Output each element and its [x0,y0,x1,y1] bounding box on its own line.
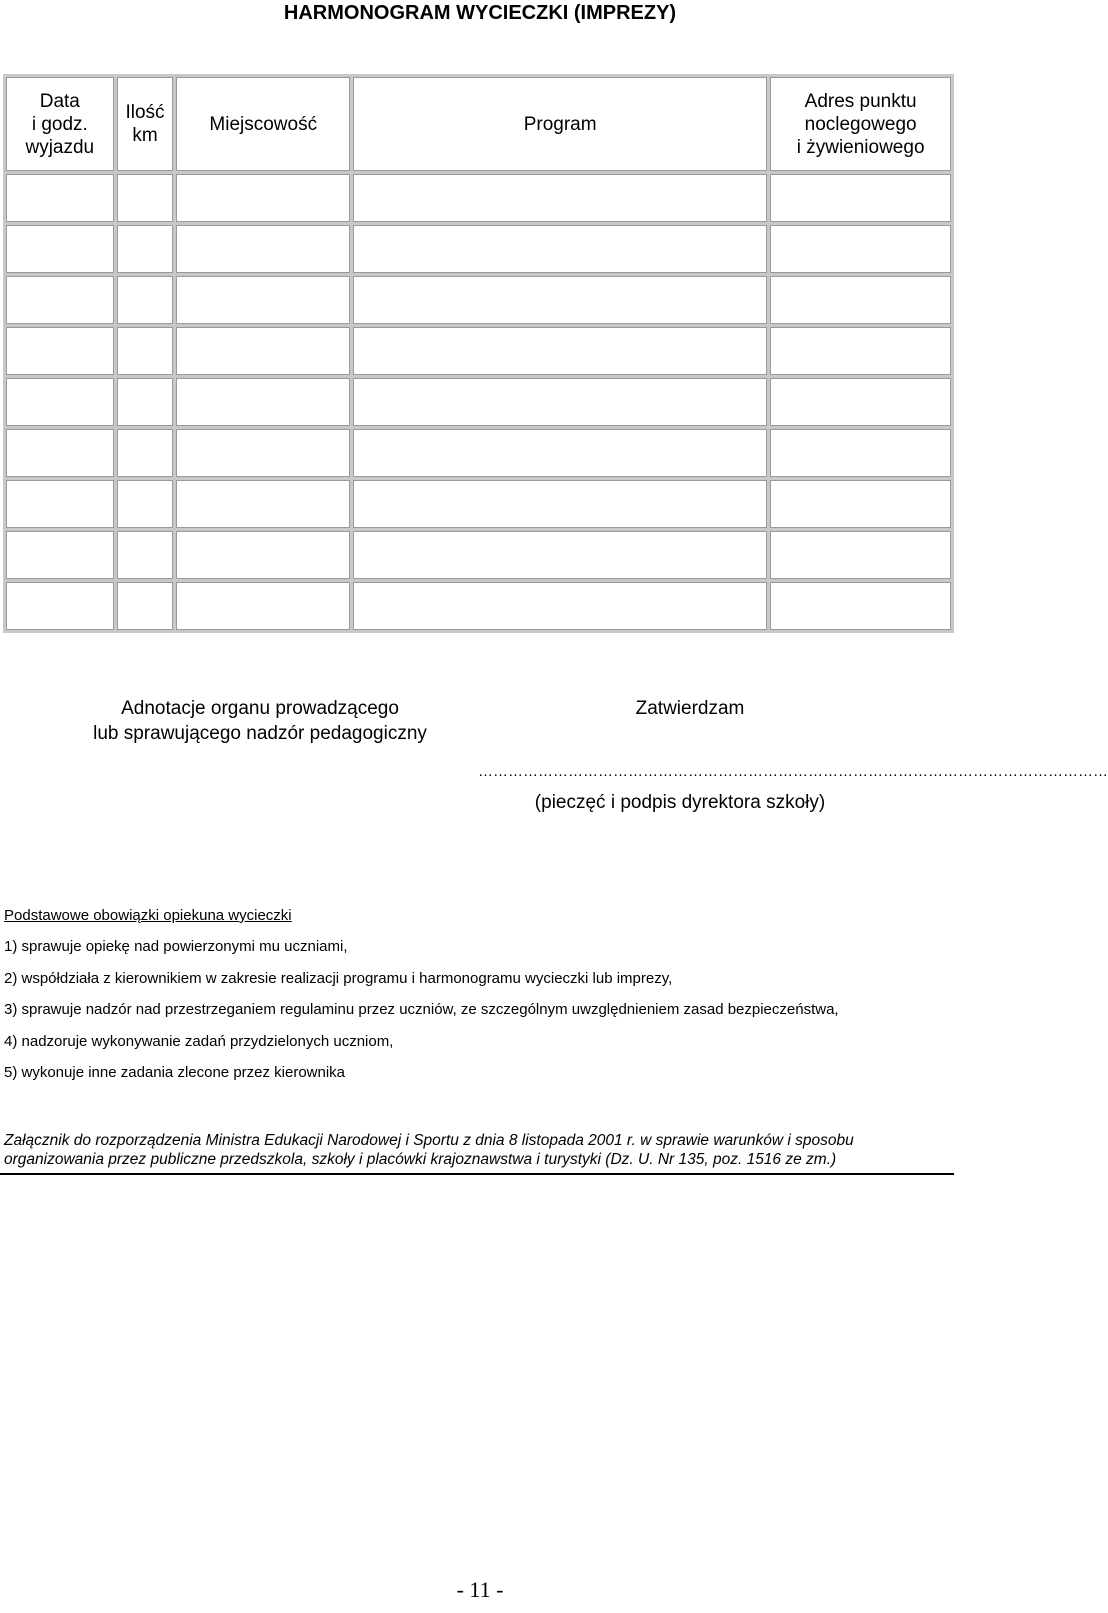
annotations-label: Adnotacje organu prowadzącego lub sprawującego nadzór pedagogiczny [93,698,427,744]
header-program: Program [353,77,767,171]
signature-caption: (pieczęć i podpis dyrektora szkoły) [534,792,826,813]
schedule-cell [117,429,174,477]
schedule-cell [770,378,951,426]
schedule-cell [770,582,951,630]
schedule-cell [176,378,350,426]
signature-line: ……………………………………………………………………………………………………………… [478,763,1108,780]
schedule-cell [6,327,114,375]
schedule-cell [6,480,114,528]
approve-label: Zatwierdzam [635,698,745,719]
schedule-cell [117,531,174,579]
schedule-cell [176,531,350,579]
schedule-cell [176,582,350,630]
schedule-cell [117,378,174,426]
schedule-cell [117,582,174,630]
schedule-cell [770,480,951,528]
schedule-row [6,531,951,579]
header-address: Adres punktu noclegowego i żywieniowego [770,77,951,171]
schedule-row [6,480,951,528]
schedule-cell [176,174,350,222]
legal-footnote: Załącznik do rozporządzenia Ministra Edukacji Narodowej i Sportu z dnia 8 listopada 2001 r. w sprawie warunków i sposobu organizowania przez publiczne przedszkola, szkoły i placówki krajoznawstwa i turystyki (Dz. U. Nr 135, poz. 1516 ze zm.) [4,1132,854,1168]
schedule-cell [6,531,114,579]
duty-item: 1) sprawuje opiekę nad powierzonymi mu uczniami, [4,938,348,955]
schedule-cell [353,225,767,273]
schedule-cell [176,429,350,477]
schedule-cell [6,429,114,477]
header-km: Ilość km [117,77,174,171]
schedule-cell [6,276,114,324]
duty-item: 5) wykonuje inne zadania zlecone przez kierownika [4,1064,346,1081]
schedule-cell [176,276,350,324]
schedule-row [6,174,951,222]
schedule-row [6,582,951,630]
schedule-row [6,225,951,273]
schedule-cell [353,429,767,477]
duty-item: 3) sprawuje nadzór nad przestrzeganiem regulaminu przez uczniów, ze szczególnym uwzględnieniem zasad bezpieczeństwa, [4,1001,839,1018]
schedule-cell [353,582,767,630]
document-title: HARMONOGRAM WYCIECZKI (IMPREZY) [283,2,677,24]
header-date-time: Data i godz. wyjazdu [6,77,114,171]
schedule-cell [770,225,951,273]
schedule-table [3,74,954,633]
schedule-cell [353,480,767,528]
schedule-cell [353,531,767,579]
schedule-cell [770,174,951,222]
schedule-cell [6,582,114,630]
schedule-cell [770,531,951,579]
schedule-cell [117,480,174,528]
schedule-cell [353,174,767,222]
schedule-cell [770,327,951,375]
schedule-cell [770,276,951,324]
schedule-cell [117,327,174,375]
schedule-cell [353,378,767,426]
schedule-cell [353,327,767,375]
schedule-cell [176,327,350,375]
schedule-cell [6,378,114,426]
schedule-row [6,276,951,324]
footnote-rule [0,1173,954,1175]
schedule-cell [353,276,767,324]
schedule-cell [6,174,114,222]
duty-item: 4) nadzoruje wykonywanie zadań przydzielonych uczniom, [4,1033,394,1050]
schedule-cell [6,225,114,273]
schedule-row [6,378,951,426]
schedule-cell [117,276,174,324]
page-number: - 11 - [456,1577,504,1602]
schedule-row [6,327,951,375]
schedule-cell [117,174,174,222]
schedule-cell [770,429,951,477]
header-place: Miejscowość [176,77,350,171]
duty-item: 2) współdziała z kierownikiem w zakresie realizacji programu i harmonogramu wycieczki lub imprezy, [4,970,673,987]
schedule-cell [176,225,350,273]
duties-title: Podstawowe obowiązki opiekuna wycieczki [4,907,292,924]
schedule-header-row [6,77,951,171]
schedule-row [6,429,951,477]
schedule-cell [176,480,350,528]
schedule-cell [117,225,174,273]
